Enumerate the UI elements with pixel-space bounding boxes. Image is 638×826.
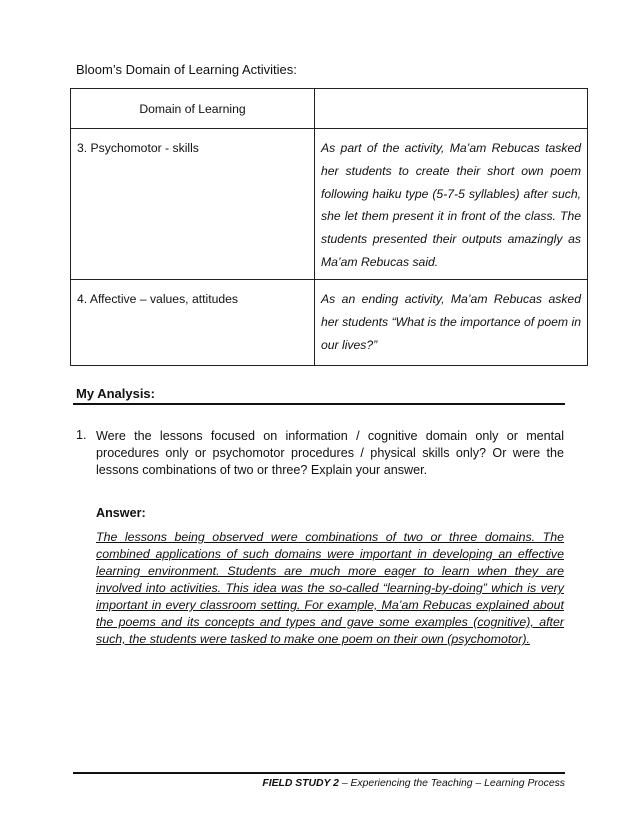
header-empty-cell <box>315 89 588 129</box>
answer-text: The lessons being observed were combinations of two or three domains. The combined applications of such domains were important in developing an effective learning environment. Students are much more eager to learn when they are involved into activities. This idea was the so-called “learning-by-doing” which is very important in every classroom setting. For example, Ma’am Rebucas explained about the poems and its concepts and types and gave some examples (cognitive), after such, the students were tasked to make one poem on their own (psychomotor). <box>96 530 564 646</box>
footer-divider <box>73 772 565 774</box>
activity-cell: As an ending activity, Ma’am Rebucas asked her students “What is the importance of poem in our lives?” <box>315 280 588 366</box>
table-row <box>71 129 588 280</box>
activity-cell: As part of the activity, Ma’am Rebucas tasked her students to create their short own poem following haiku type (5-7-5 syllables) after such, she let them present it in front of the class. The students presented their outputs amazingly as Ma’am Rebucas said. <box>315 129 588 280</box>
table-header-row <box>71 89 588 129</box>
question-text: Were the lessons focused on information / cognitive domain only or mental procedures only or psychomotor procedures / physical skills only? Or were the lessons combinations of two or three? Explain your answer. <box>96 429 564 477</box>
bloom-domain-table <box>70 88 588 366</box>
header-domain-of-learning: Domain of Learning <box>71 89 315 129</box>
footer-subtitle: – Experiencing the Teaching – Learning Process <box>338 778 565 789</box>
page-heading: Bloom’s Domain of Learning Activities: <box>76 62 297 77</box>
domain-cell: 4. Affective – values, attitudes <box>71 280 315 366</box>
domain-cell: 3. Psychomotor - skills <box>71 129 315 280</box>
page-footer <box>262 778 565 789</box>
answer-label: Answer: <box>96 506 146 520</box>
question-number: 1. <box>76 428 87 442</box>
analysis-title: My Analysis: <box>76 386 155 401</box>
footer-course: FIELD STUDY 2 <box>262 778 339 789</box>
table-row <box>71 280 588 366</box>
divider <box>73 403 565 405</box>
